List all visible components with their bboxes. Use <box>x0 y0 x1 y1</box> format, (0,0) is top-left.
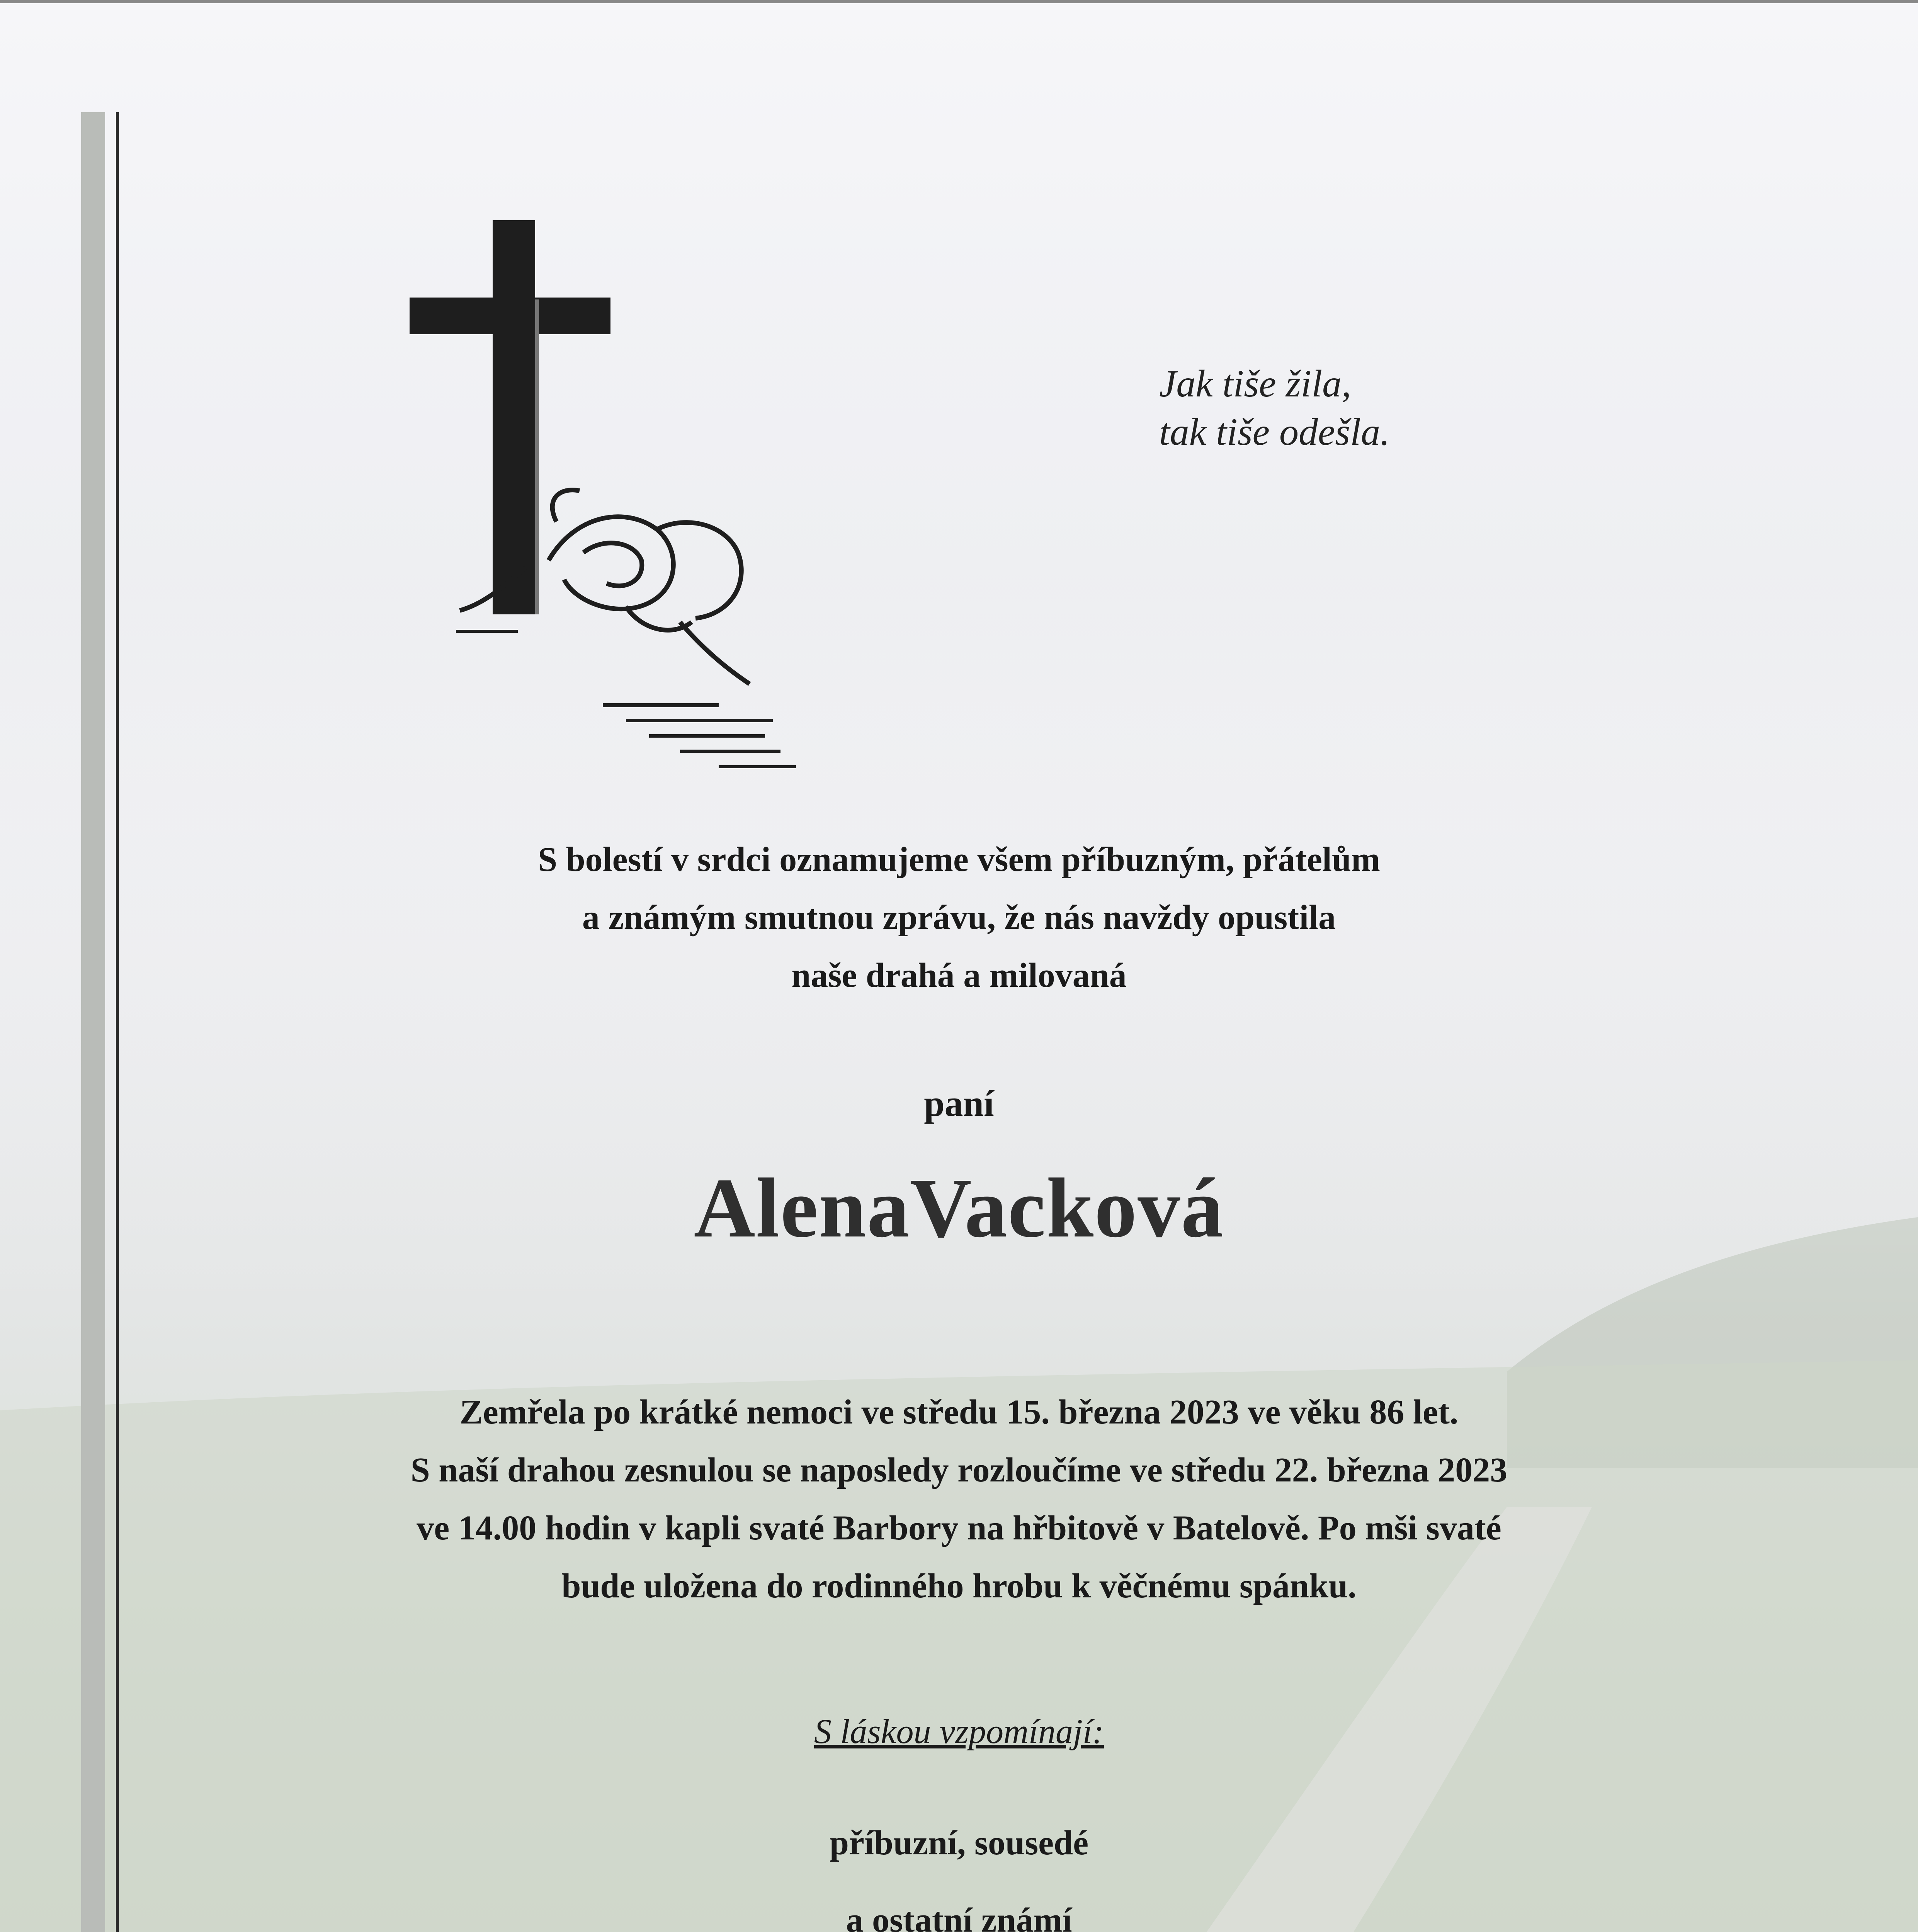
details-line-3: ve 14.00 hodin v kapli svaté Barbory na hřbitově v Batelově. Po mši svaté <box>417 1509 1501 1547</box>
remembrance-heading: S láskou vzpomínají: <box>814 1713 1104 1751</box>
funeral-details <box>0 1383 1918 1615</box>
announcement-line-3: naše drahá a milovaná <box>791 956 1127 995</box>
mourners-line-1: příbuzní, sousedé <box>829 1824 1089 1862</box>
announcement-line-1: S bolestí v srdci oznamujeme všem příbuzným, přátelům <box>538 840 1380 879</box>
details-line-1: Zemřela po krátké nemoci ve středu 15. března 2023 ve věku 86 let. <box>459 1393 1459 1431</box>
left-grey-bar <box>81 112 105 1932</box>
motto-line-2: tak tiše odešla. <box>1159 410 1390 453</box>
details-line-4: bude uložena do rodinného hrobu k věčnému spánku. <box>561 1567 1357 1605</box>
details-line-2: S naší drahou zesnulou se naposledy rozloučíme ve středu 22. března 2023 <box>410 1451 1508 1489</box>
top-edge-line <box>0 0 1918 3</box>
left-black-rule <box>116 112 119 1932</box>
motto-line-1: Jak tiše žila, <box>1159 362 1352 405</box>
announcement-line-2: a známým smutnou zprávu, že nás navždy opustila <box>582 898 1336 937</box>
deceased-name: AlenaVacková <box>694 1161 1224 1255</box>
mourners-line-2: a ostatní známí <box>846 1901 1072 1932</box>
deceased-title: paní <box>924 1083 994 1124</box>
cross-with-rose-icon <box>410 220 862 784</box>
announcement <box>0 831 1918 1005</box>
motto <box>1159 359 1546 456</box>
mourners <box>0 1804 1918 1932</box>
